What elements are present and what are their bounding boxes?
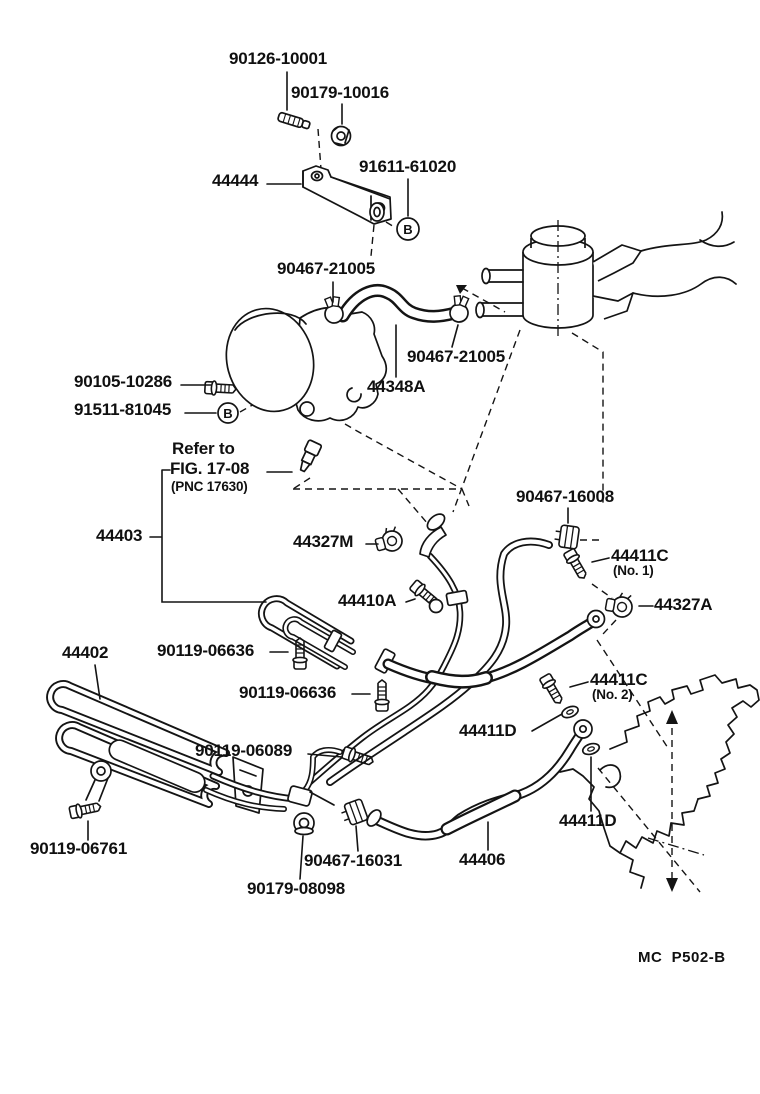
part-label-44327a: 44327A xyxy=(654,595,713,614)
bolt-90105-drawing xyxy=(205,381,237,397)
part-label-44411c-no1: 44411C xyxy=(611,546,669,565)
part-label-91611-61020: 91611-61020 xyxy=(359,157,457,176)
bolt-44411c-no2-drawing xyxy=(538,673,566,707)
pressure-switch-drawing xyxy=(296,440,322,474)
part-label-44411d-1: 44411D xyxy=(459,721,517,740)
clamp-44327a-drawing xyxy=(605,590,635,618)
callout-b-letter: B xyxy=(403,222,413,237)
figure-code: MC P502-B xyxy=(638,949,726,966)
arrowhead xyxy=(666,878,678,892)
part-label-90467-21005-upper: 90467-21005 xyxy=(277,259,376,278)
bracket-44444-drawing xyxy=(277,112,419,240)
part-label-44411c-no2: 44411C xyxy=(590,670,648,689)
part-label-90179-08098: 90179-08098 xyxy=(247,879,346,898)
part-label-91511-81045: 91511-81045 xyxy=(74,400,172,419)
part-label-90467-21005-lower: 90467-21005 xyxy=(407,347,506,366)
elbow-fitting-drawing xyxy=(420,511,448,557)
part-label-44348a: 44348A xyxy=(367,377,426,396)
part-label-44411c-no1-sub: (No. 1) xyxy=(613,563,654,578)
part-label-90467-16031: 90467-16031 xyxy=(304,851,403,870)
part-label-90179-10016: 90179-10016 xyxy=(291,83,390,102)
part-label-90126-10001: 90126-10001 xyxy=(229,49,328,68)
gasket-44411d-2-drawing xyxy=(581,742,600,757)
part-label-90467-16008: 90467-16008 xyxy=(516,487,615,506)
bolt-06636-2-drawing xyxy=(375,680,389,711)
callout-b-marker xyxy=(218,403,238,423)
nut-08098-drawing xyxy=(294,813,314,835)
clamp-44327m-drawing xyxy=(373,525,404,555)
union-44410a-drawing xyxy=(409,579,443,613)
part-label-44411c-no2-sub: (No. 2) xyxy=(592,687,633,702)
part-label-44402: 44402 xyxy=(62,643,109,662)
part-label-90119-06636-1: 90119-06636 xyxy=(157,641,255,660)
gasket-44411d-1-drawing xyxy=(560,704,580,720)
reservoir-tank-drawing xyxy=(476,212,736,338)
bolt-06761-drawing xyxy=(69,800,102,820)
part-label-44403: 44403 xyxy=(96,526,143,545)
part-label-44410a: 44410A xyxy=(338,591,397,610)
part-label-90119-06089: 90119-06089 xyxy=(195,741,293,760)
part-label-44444: 44444 xyxy=(212,171,259,190)
part-label-44406: 44406 xyxy=(459,850,506,869)
part-label-90119-06636-2: 90119-06636 xyxy=(239,683,337,702)
callout-b-letter: B xyxy=(223,406,233,421)
part-label-44327m: 44327M xyxy=(293,532,354,551)
clip-16031-drawing xyxy=(339,799,368,828)
hose-44348a-drawing xyxy=(323,291,471,324)
stud-bolt-90126-drawing xyxy=(277,112,310,130)
bolt-44411c-no1-drawing xyxy=(562,548,590,582)
nut-90179-10016-drawing xyxy=(332,127,351,146)
part-label-90105-10286: 90105-10286 xyxy=(74,372,173,391)
arrowhead xyxy=(666,710,678,724)
note-refer-to-line2: FIG. 17-08 xyxy=(170,459,250,478)
note-refer-to-line1: Refer to xyxy=(172,439,235,458)
part-label-90119-06761: 90119-06761 xyxy=(30,839,128,858)
engine-outline-drawing xyxy=(560,675,759,888)
callout-b-marker xyxy=(397,218,419,240)
clip-16008-drawing xyxy=(554,524,580,549)
hose-clamp-21005-lower-drawing xyxy=(449,294,471,323)
part-label-44411d-2: 44411D xyxy=(559,811,617,830)
grommet-91611-drawing xyxy=(370,203,384,221)
note-refer-to-line3: (PNC 17630) xyxy=(171,479,248,494)
